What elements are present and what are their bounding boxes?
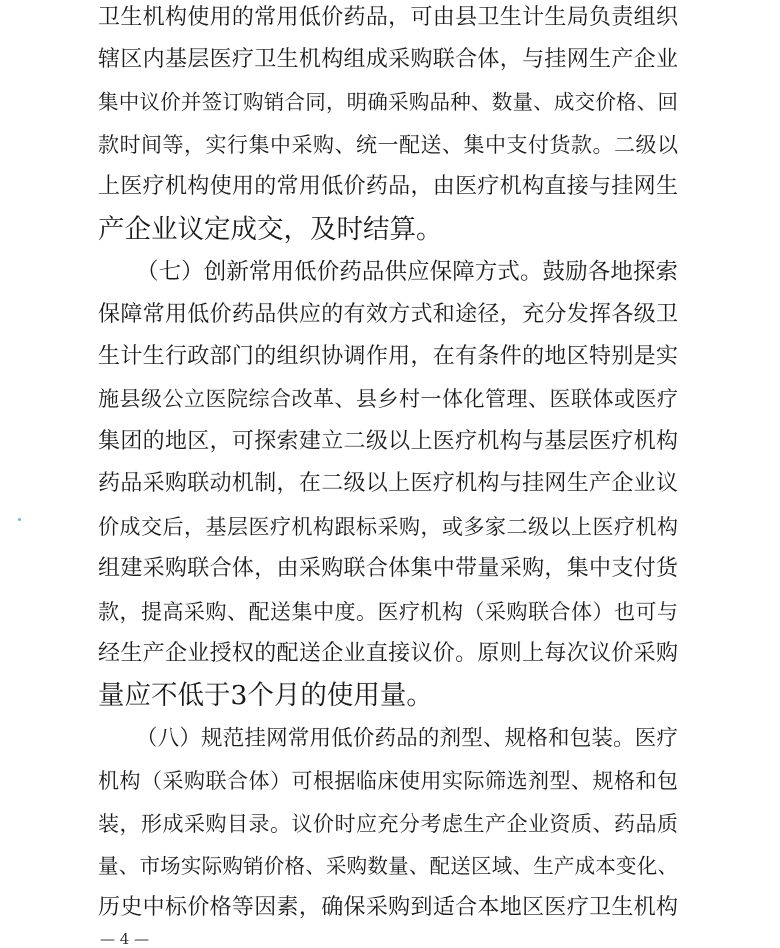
body-text-line: 上医疗机构使用的常用低价药品，由医疗机构直接与挂网生 xyxy=(98,174,678,199)
body-text-line: 装，形成采购目录。议价时应充分考虑生产企业资质、药品质 xyxy=(98,812,678,836)
body-text-line: 款时间等，实行集中采购、统一配送、集中支付货款。二级以 xyxy=(98,133,678,157)
body-text-line: 施县级公立医院综合改革、县乡村一体化管理、医联体或医疗 xyxy=(98,387,678,411)
body-text-line: 药品采购联动机制，在二级以上医疗机构与挂网生产企业议 xyxy=(98,471,678,496)
page-number: — 4 — xyxy=(100,930,150,948)
body-text-line: 经生产企业授权的配送企业直接议价。原则上每次议价采购 xyxy=(98,641,678,666)
body-text-line: 款，提高采购、配送集中度。医疗机构（采购联合体）也可与 xyxy=(98,600,678,624)
body-text-line: 卫生机构使用的常用低价药品，可由县卫生计生局负责组织 xyxy=(98,5,678,30)
body-text-line: 价成交后，基层医疗机构跟标采购，或多家二级以上医疗机构 xyxy=(98,515,678,539)
body-text-line: 产企业议定成交，及时结算。 xyxy=(98,214,443,245)
scan-speck xyxy=(18,518,21,521)
body-text-line: 辖区内基层医疗卫生机构组成采购联合体，与挂网生产企业 xyxy=(98,47,678,72)
body-text-line: 机构（采购联合体）可根据临床使用实际筛选剂型、规格和包 xyxy=(98,769,678,793)
body-text-line: 集团的地区，可探索建立二级以上医疗机构与基层医疗机构 xyxy=(98,429,678,454)
body-text-line: 组建采购联合体，由采购联合体集中带量采购，集中支付货 xyxy=(98,556,678,581)
body-text-line: 保障常用低价药品供应的有效方式和途径，充分发挥各级卫 xyxy=(98,302,678,327)
body-text-line: 量应不低于3个月的使用量。 xyxy=(98,680,433,711)
body-text-line: 量、市场实际购销价格、采购数量、配送区域、生产成本变化、 xyxy=(98,854,678,878)
body-text-line: 集中议价并签订购销合同，明确采购品种、数量、成交价格、回 xyxy=(98,90,678,114)
section-heading-line: （八）规范挂网常用低价药品的剂型、规格和包装。医疗 xyxy=(136,726,678,751)
section-heading-line: （七）创新常用低价药品供应保障方式。鼓励各地探索 xyxy=(136,259,678,285)
body-text-line: 生计生行政部门的组织协调作用，在有条件的地区特别是实 xyxy=(98,344,678,369)
body-text-line: 历史中标价格等因素，确保采购到适合本地区医疗卫生机构 xyxy=(98,895,678,920)
